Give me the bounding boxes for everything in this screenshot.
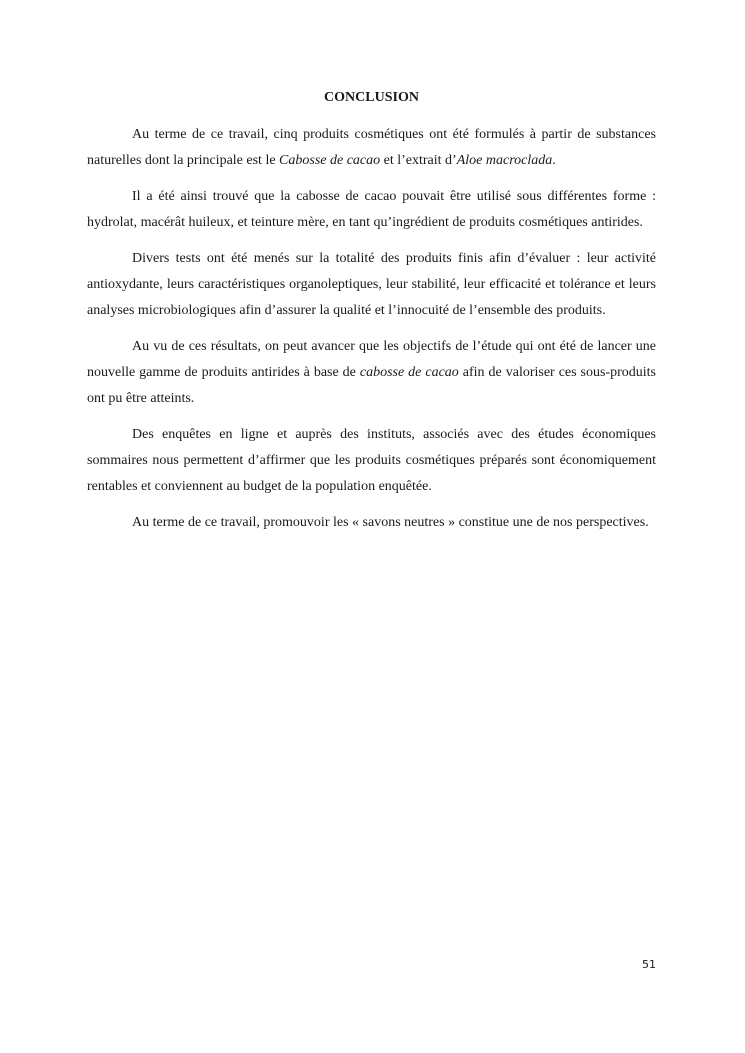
paragraph-5: Des enquêtes en ligne et auprès des instituts, associés avec des études économiques sommaires nous permettent d’affirmer que les produits cosmétiques préparés sont économiquement rentables et conviennent au budget de la population enquêtée.: [87, 427, 656, 494]
paragraph-6: Au terme de ce travail, promouvoir les « savons neutres » constitue une de nos perspectives.: [132, 515, 649, 530]
paragraph-1: [87, 122, 656, 174]
page-number: 51: [642, 958, 656, 971]
paragraph-3: Divers tests ont été menés sur la totalité des produits finis afin d’évaluer : leur activité antioxydante, leurs caractéristiques organoleptiques, leur stabilité, leur efficacité et tolérance et leurs analyses microbiologiques afin d’assurer la qualité et l’innocuité de l’ensemble des produits.: [87, 251, 656, 318]
paragraph-1-text-a: Au terme de ce travail, cinq produits cosmétiques ont été formulés à partir de substances naturelles dont la principale est le: [87, 127, 656, 168]
page-content: [87, 88, 656, 546]
paragraph-4: [87, 334, 656, 412]
paragraph-2: Il a été ainsi trouvé que la cabosse de cacao pouvait être utilisé sous différentes forme : hydrolat, macérât huileux, et teinture mère, en tant qu’ingrédient de produits cosmétiques antirides.: [87, 189, 656, 230]
paragraph-4-text-a: Au vu de ces résultats, on peut avancer que les objectifs de l’étude qui ont été de lancer une nouvelle gamme de produits antirides à base de: [87, 339, 656, 380]
paragraph-1-italic-cabosse: Cabosse de cacao: [279, 153, 381, 168]
paragraph-4-text-c: afin de valoriser ces sous-produits ont pu être atteints.: [87, 365, 656, 406]
paragraph-1-text-c: et l’extrait d’: [380, 153, 457, 168]
paragraph-4-italic-cabosse: cabosse de cacao: [359, 365, 459, 380]
paragraph-1-italic-aloe: Aloe macroclada: [456, 153, 553, 168]
page-title: CONCLUSION: [324, 90, 419, 105]
paragraph-1-text-e: .: [552, 153, 556, 168]
